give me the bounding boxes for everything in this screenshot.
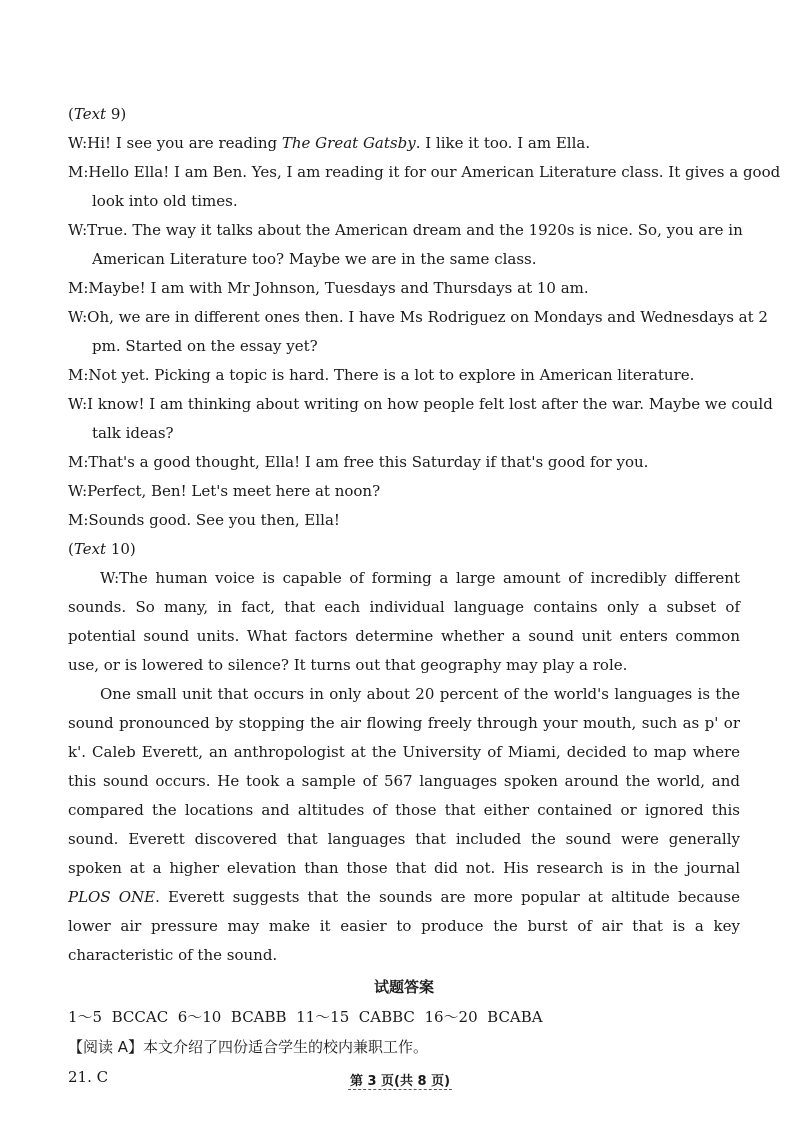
dialogue-line-text: M:Sounds good. See you then, Ella! xyxy=(68,511,340,529)
dialogue-line-rest: . I like it too. I am Ella. xyxy=(415,134,591,152)
dialogue-line-text: W:Perfect, Ben! Let's meet here at noon? xyxy=(68,482,381,500)
text9-label: (Text 9) xyxy=(68,105,127,123)
text10-paragraph-2 xyxy=(68,680,740,970)
dialogue-line-text: W:I know! I am thinking about writing on how people felt lost after the war. Maybe we could xyxy=(68,395,773,413)
text10-paragraph-2-text-b: . Everett suggests that the sounds are more popular at altitude because lower air pressure may make it easier to produce the burst of air that is a key characteristic of the sound. xyxy=(68,888,740,964)
dialogue-line-text: M:Hello Ella! I am Ben. Yes, I am reading it for our American Literature class. It gives a good xyxy=(68,163,781,181)
content xyxy=(68,100,781,1092)
dialogue-line-text: W:Hi! I see you are reading xyxy=(68,134,282,152)
reading-a-note: 【阅读 A】本文介绍了四份适合学生的校内兼职工作。 xyxy=(68,1038,429,1056)
text10-label: (Text 10) xyxy=(68,540,136,558)
dialogue-line xyxy=(68,274,740,303)
dialogue-line xyxy=(68,506,740,535)
dialogue-line xyxy=(68,361,740,390)
dialogue-line-text: W:True. The way it talks about the American dream and the 1920s is nice. So, you are in xyxy=(68,221,743,239)
dialogue-line xyxy=(68,158,781,187)
dialogue-line xyxy=(68,187,740,216)
text9-label-word: Text xyxy=(73,105,107,123)
dialogue-line xyxy=(68,448,740,477)
text10-label-number: 10) xyxy=(106,540,136,558)
dialogue-line xyxy=(68,477,740,506)
dialogue-line xyxy=(68,303,768,332)
page-number: 第 3 页(共 8 页) xyxy=(349,1074,451,1089)
dialogue-line xyxy=(68,245,740,274)
answers-line: 1～5 BCCAC 6～10 BCABB 11～15 CABBC 16～20 BCABA xyxy=(68,1008,543,1026)
text9-label-number: 9) xyxy=(106,105,127,123)
dialogue-line xyxy=(68,390,773,419)
dialogue-line-text: W:Oh, we are in different ones then. I have Ms Rodriguez on Mondays and Wednesdays at 2 xyxy=(68,308,768,326)
dialogue-line xyxy=(68,419,740,448)
dialogue-line xyxy=(68,129,740,158)
page-footer xyxy=(0,1070,800,1089)
dialogue-line-text: pm. Started on the essay yet? xyxy=(92,337,318,355)
question-21-answer: 21. C xyxy=(68,1068,109,1086)
dialogue-text9 xyxy=(68,129,781,535)
book-title: The Great Gatsby xyxy=(281,134,416,152)
dialogue-line-text: M:Maybe! I am with Mr Johnson, Tuesdays and Thursdays at 10 am. xyxy=(68,279,589,297)
text10-label-word: Text xyxy=(73,540,107,558)
text10-paragraph-1 xyxy=(68,564,740,680)
dialogue-line xyxy=(68,332,740,361)
dialogue-line-text: American Literature too? Maybe we are in the same class. xyxy=(92,250,537,268)
dialogue-line-text: talk ideas? xyxy=(92,424,174,442)
answers-heading: 试题答案 xyxy=(373,978,434,996)
dialogue-line-text: look into old times. xyxy=(92,192,238,210)
text10-paragraph-1-text: W:The human voice is capable of forming a large amount of incredibly different sounds. So many, in fact, that each individual language contains only a subset of potential sound units. What factors determine whether a sound unit enters common use, or is lowered to silence? It turns out that geography may play a role. xyxy=(68,569,740,674)
dialogue-line-text: M:That's a good thought, Ella! I am free this Saturday if that's good for you. xyxy=(68,453,649,471)
dialogue-line-text: M:Not yet. Picking a topic is hard. There is a lot to explore in American literature. xyxy=(68,366,695,384)
text10-paragraph-2-text-a: One small unit that occurs in only about 20 percent of the world's languages is the sound pronounced by stopping the air flowing freely through your mouth, such as p' or k'. Caleb Everett, an anthropologist at the University of Miami, decided to map where this sound occurs. He took a sample of 567 languages spoken around the world, and compared the locations and altitudes of those that either contained or ignored this sound. Everett discovered that languages that included the sound were generally spoken at a higher elevation than those that did not. His research is in the journal xyxy=(68,685,740,877)
journal-name: PLOS ONE xyxy=(68,888,156,906)
dialogue-line xyxy=(68,216,743,245)
